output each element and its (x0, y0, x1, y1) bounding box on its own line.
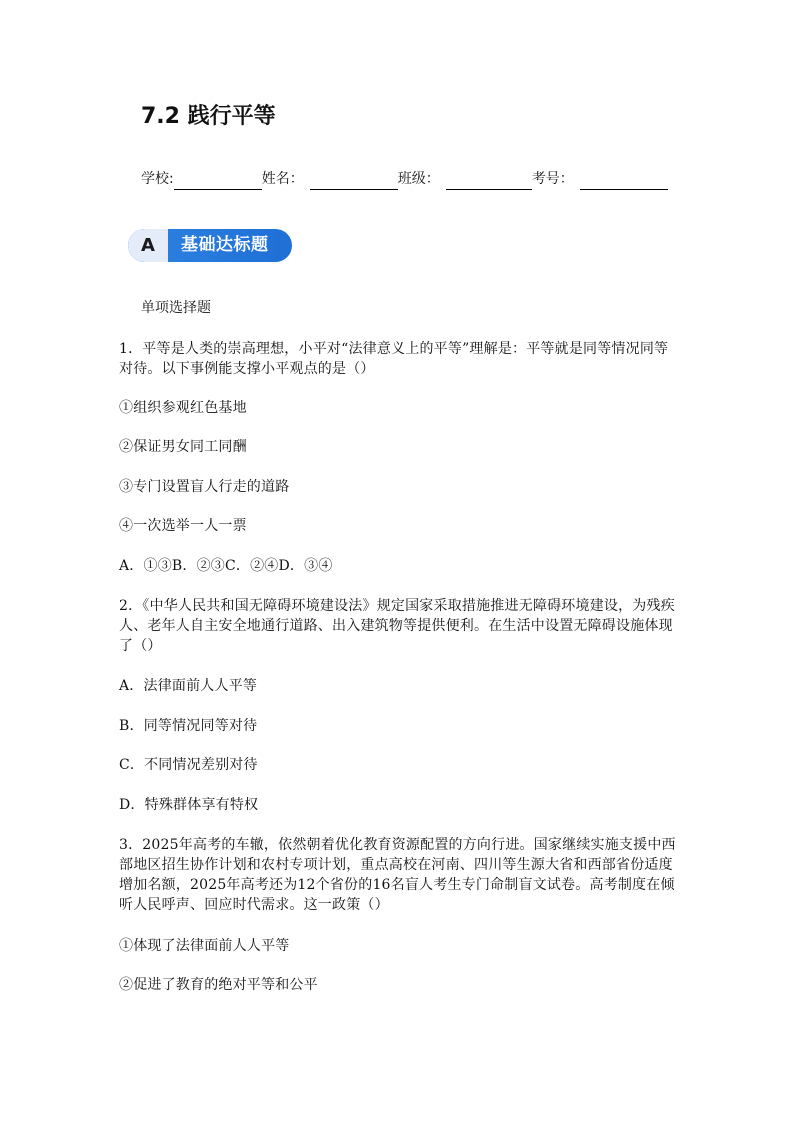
question-1-item: ①组织参观红色基地 (119, 400, 247, 416)
name-label: 姓名： (261, 171, 304, 187)
question-3-stem: 3．2025年高考的车辙，依然朝着优化教育资源配置的方向行进。国家继续实施支援中西部地区招生协作计划和农村专项计划，重点高校在河南、四川等生源大省和西部省份适度增加名额，2025年高考还为12个省份的16名盲人考生专门命制盲文试卷。高考制度在倾听人民呼声、回应时代需求。这一政策（） (119, 837, 676, 913)
class-label: 班级： (397, 171, 440, 187)
question-1-stem: 1．平等是人类的崇高理想，小平对“法律意义上的平等”理解是：平等就是同等情况同等对待。以下事例能支撑小平观点的是（） (119, 341, 669, 377)
question-3-item: ②促进了教育的绝对平等和公平 (119, 977, 318, 993)
exam-id-label: 考号： (531, 171, 574, 187)
school-label: 学校: (141, 171, 174, 187)
question-1-item: ④一次选举一人一票 (119, 518, 247, 534)
section-letter-badge (128, 229, 168, 262)
question-3-item: ①体现了法律面前人人平等 (119, 938, 290, 954)
question-1-item: ②保证男女同工同酬 (119, 439, 247, 455)
question-2-option-c: C．不同情况差别对待 (119, 757, 258, 773)
section-title: 基础达标题 (181, 235, 269, 255)
question-2-option-a: A．法律面前人人平等 (119, 678, 258, 694)
question-2-option-b: B．同等情况同等对待 (119, 718, 258, 734)
question-1-options: A．①③B．②③C．②④D．③④ (119, 558, 333, 574)
exam-id-field[interactable] (580, 170, 668, 190)
school-field[interactable] (174, 170, 262, 190)
question-1-item: ③专门设置盲人行走的道路 (119, 479, 290, 495)
question-2-option-d: D．特殊群体享有特权 (119, 797, 259, 813)
name-field[interactable] (310, 170, 398, 190)
question-2-stem: 2．《中华人民共和国无障碍环境建设法》规定国家采取措施推进无障碍环境建设，为残疾人、老年人自主安全地通行道路、出入建筑物等提供便利。在生活中设置无障碍设施体现了（） (119, 598, 675, 654)
question-type-heading: 单项选择题 (141, 300, 211, 316)
class-field[interactable] (446, 170, 532, 190)
page-title: 7.2 践行平等 (141, 104, 276, 129)
section-banner (128, 229, 292, 262)
student-info-row (141, 168, 681, 190)
section-letter: A (141, 235, 155, 256)
